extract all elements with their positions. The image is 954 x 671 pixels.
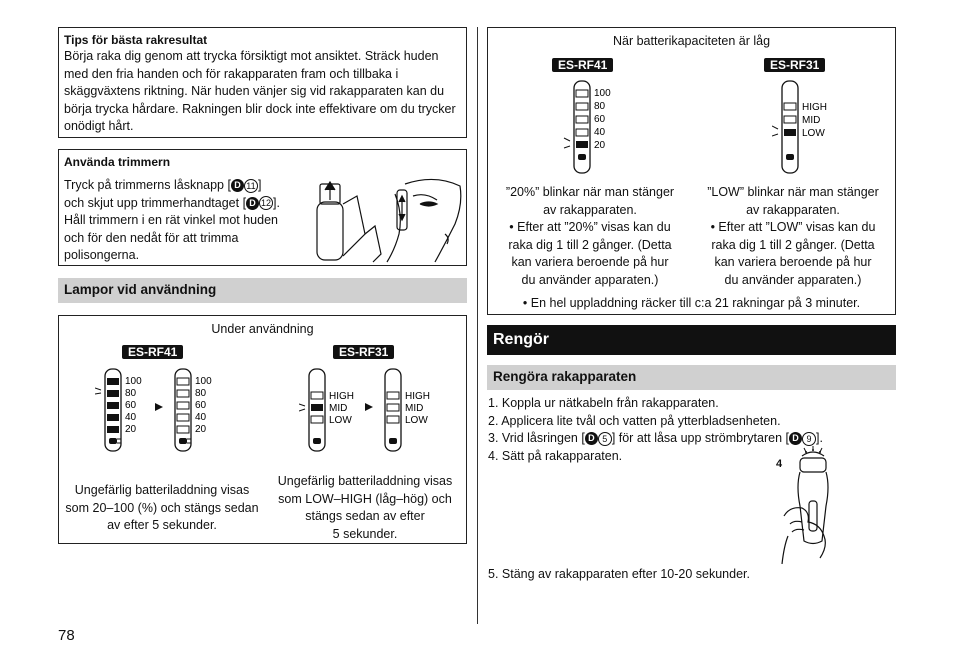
- model-badge-rf31: ES-RF31: [764, 58, 825, 72]
- d-icon: D: [789, 432, 802, 445]
- level-label: 100: [195, 376, 212, 387]
- level-label: 100: [594, 88, 611, 99]
- clean-heading: Rengör: [487, 325, 896, 355]
- level-label: 40: [125, 412, 137, 423]
- clean-step-4: 4. Sätt på rakapparaten.: [488, 448, 623, 463]
- trimmer-text: [64, 177, 304, 265]
- lamps-box: [58, 315, 467, 544]
- lowbatt-subtitle: När batterikapaciteten är låg: [612, 34, 771, 48]
- level-label: 40: [594, 127, 606, 138]
- trimmer-title: Använda trimmern: [64, 155, 171, 169]
- lowbatt-caption-rf41: ”20%” blinkar när man stänger av rakapparaten. • Efter att ”20%” visas kan du raka dig 1 till 2 gånger. (Detta kan variera beroende på hur du använder apparaten.): [505, 185, 675, 287]
- level-label: 20: [125, 424, 137, 435]
- level-label: 20: [195, 424, 207, 435]
- trimmer-line-3: Håll trimmern i en rät vinkel mot huden: [64, 213, 278, 227]
- rf31-low-indicator: [772, 78, 852, 176]
- level-label: LOW: [405, 415, 428, 426]
- rf31-usage-indicator: [299, 366, 449, 454]
- lowbatt-note: • En hel uppladdning räcker till c:a 21 rakningar på 3 minuter.: [522, 296, 861, 310]
- ref-number: 9: [802, 432, 816, 446]
- tips-box: [58, 27, 467, 138]
- d-icon: D: [585, 432, 598, 445]
- level-label: 60: [125, 400, 137, 411]
- level-label: 80: [195, 388, 207, 399]
- lowbatt-caption-rf31: ”LOW” blinkar när man stänger av rakapparaten. • Efter att ”LOW” visas kan du raka dig 1 till 2 gånger. (Detta kan variera beroende på hur du använder apparaten.): [707, 185, 879, 287]
- lowbatt-box: [487, 27, 896, 315]
- ref-number: 12: [261, 198, 272, 209]
- trimmer-line-2: och skjut upp trimmerhandtaget [ D 12 ].: [64, 195, 280, 210]
- clean-step-1: 1. Koppla ur nätkabeln från rakapparaten.: [488, 396, 719, 410]
- level-label: 60: [594, 114, 606, 125]
- clean-step-2: 2. Applicera lite tvål och vatten på ytterbladsenheten.: [488, 413, 781, 428]
- model-badge-rf41: ES-RF41: [552, 58, 613, 72]
- level-label: 20: [594, 140, 606, 151]
- level-label: MID: [405, 403, 424, 414]
- trimmer-box: [58, 149, 467, 266]
- column-divider: [477, 27, 478, 624]
- clean-step-5: 5. Stäng av rakapparaten efter 10-20 sekunder.: [488, 567, 750, 581]
- clean-step-3: 3. Vrid låsringen [ D 5 ] för att låsa upp strömbrytaren [ D 9 ].: [488, 431, 823, 445]
- tips-title: Tips för bästa rakresultat: [64, 33, 208, 47]
- lamps-caption-rf41: Ungefärlig batteriladdning visas som 20–100 (%) och stängs sedan av efter 5 sekunder.: [65, 483, 259, 532]
- shaver-illustration: [780, 446, 850, 564]
- trimmer-line-5: polisongerna.: [64, 248, 140, 262]
- level-label: HIGH: [802, 102, 827, 113]
- d-icon: D: [231, 179, 244, 192]
- level-label: MID: [329, 403, 348, 414]
- model-badge-rf31: ES-RF31: [333, 345, 394, 359]
- level-label: 80: [125, 388, 137, 399]
- tips-body: Börja raka dig genom att trycka försiktigt mot ansiktet. Sträck huden med den fria handen och för rakapparaten fram och tillbaka i skäggväxtens riktning. När huden vänjer sig vid rakapparaten kan du börja trycka hårdare. Rakningen blir dock inte effektivare om du trycker onödigt hårt.: [64, 49, 456, 133]
- level-label: 80: [594, 101, 606, 112]
- trimmer-illustration: [295, 174, 467, 264]
- page-number: 78: [58, 627, 75, 644]
- trimmer-line-4: och för den nedåt för att trimma: [64, 230, 239, 245]
- level-label: 100: [125, 376, 142, 387]
- d-icon: D: [246, 197, 259, 210]
- lamps-subtitle: Under användning: [211, 322, 314, 336]
- figure-4-label: 4: [776, 458, 783, 470]
- level-label: LOW: [802, 128, 825, 139]
- level-label: LOW: [329, 415, 352, 426]
- trimmer-line-1: Tryck på trimmerns låsknapp [ D 11 ]: [64, 178, 262, 192]
- level-label: 60: [195, 400, 207, 411]
- ref-number: 11: [244, 179, 258, 193]
- rf41-usage-indicator: [95, 366, 245, 454]
- model-badge-rf41: ES-RF41: [122, 345, 183, 359]
- rf41-low-indicator: [560, 78, 640, 176]
- ref-number: 5: [598, 432, 612, 446]
- lamps-heading: Lampor vid användning: [58, 278, 467, 303]
- level-label: HIGH: [329, 391, 354, 402]
- lamps-caption-rf31: Ungefärlig batteriladdning visas som LOW–HIGH (låg–hög) och stängs sedan av efter 5 sekunder.: [277, 474, 453, 541]
- clean-subheading: Rengöra rakapparaten: [487, 365, 896, 390]
- level-label: HIGH: [405, 391, 430, 402]
- level-label: MID: [802, 115, 821, 126]
- level-label: 40: [195, 412, 207, 423]
